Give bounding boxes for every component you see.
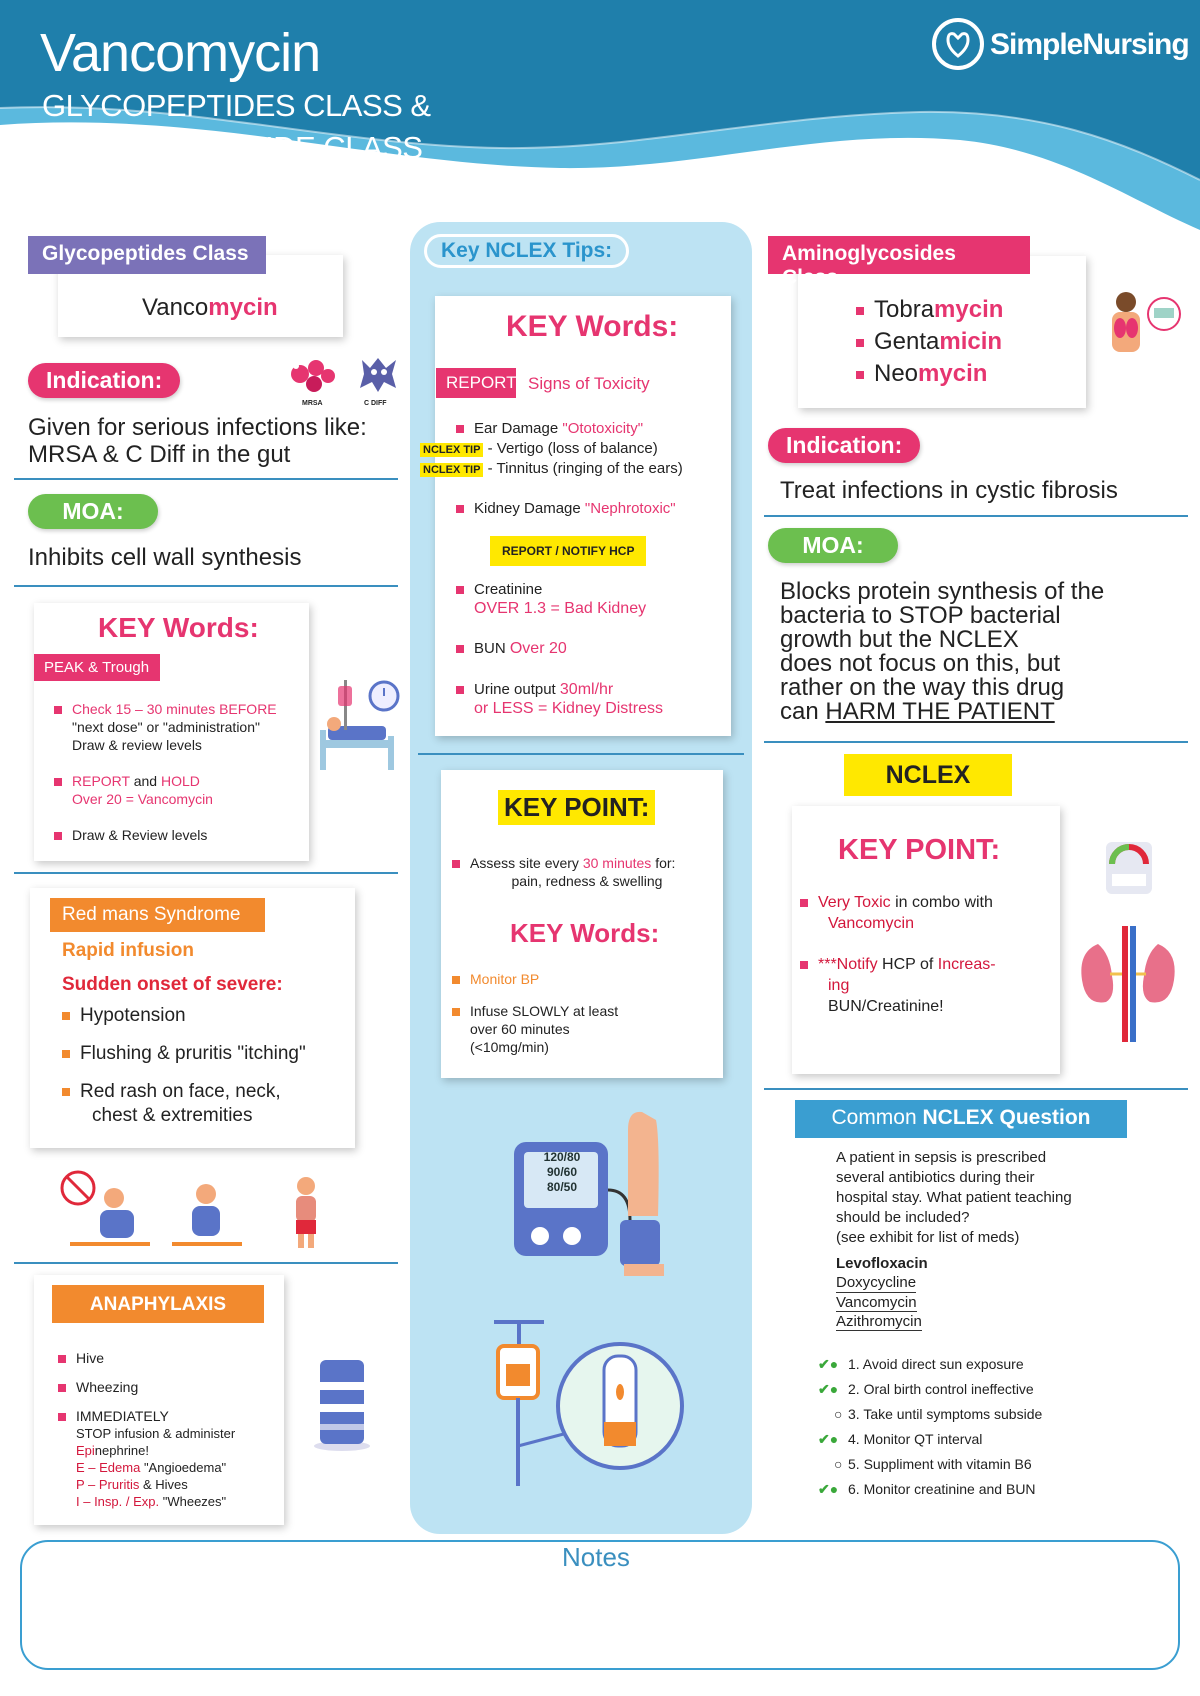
bun-item: BUN Over 20 <box>456 640 567 658</box>
bp-readings: 120/80 90/60 80/50 <box>543 1150 581 1194</box>
nclex-badge: NCLEX <box>844 754 1012 796</box>
rapid-infusion: Rapid infusion <box>62 940 194 961</box>
drug-item: Tobramycin <box>856 294 1003 326</box>
meds-exhibit-list <box>836 1254 928 1331</box>
question-text: A patient in sepsis is prescribed several antibiotics during their hospital stay. What patient teaching should be included? (see exhibit for list of meds) <box>836 1149 1072 1246</box>
mrsa-caption: MRSA <box>302 400 323 407</box>
very-toxic-item: Very Toxic in combo with Vancomycin <box>800 892 1050 934</box>
ana-item: Hive <box>58 1350 278 1367</box>
anaphylaxis-tag: ANAPHYLAXIS <box>52 1285 264 1323</box>
middle-key-point-title: KEY POINT: <box>498 790 655 825</box>
check-icon: ✔● <box>818 1356 839 1372</box>
check-icon: ✔● <box>818 1431 839 1447</box>
right-indication-pill: Indication: <box>768 428 920 463</box>
answer-option-1[interactable]: ✔● 1. Avoid direct sun exposure <box>818 1352 1042 1377</box>
right-key-point-title: KEY POINT: <box>838 834 1001 866</box>
monitor-bp-item: Monitor BP <box>452 970 539 988</box>
key-nclex-tips-label: Key NCLEX Tips: <box>424 234 629 268</box>
right-moa-pill: MOA: <box>768 528 898 563</box>
key-words-title: KEY Words: <box>98 612 259 643</box>
aminoglycosides-class-tag: Aminoglycosides Class <box>768 236 1030 274</box>
kw-item-check: Check 15 – 30 minutes BEFORE <box>54 700 304 718</box>
reaction-people-illustration <box>56 1168 356 1258</box>
stethoscope-heart-icon <box>930 16 986 72</box>
aminoglycoside-drug-list <box>856 294 1003 390</box>
right-indication-text: Treat infections in cystic fibrosis <box>780 477 1118 504</box>
report-tag: REPORT <box>436 368 516 398</box>
vancomycin-label: Vancomycin <box>142 294 278 321</box>
hospital-bed-icon <box>314 680 404 780</box>
infuse-slowly-item: Infuse SLOWLY at least over 60 minutes (<10mg/min) <box>452 1002 618 1056</box>
divider <box>764 1088 1188 1090</box>
anaphylaxis-list: Hive Wheezing IMMEDIATELY STOP infusion & administer Epinephrine! E – Edema "Angioedema" P – Pruritis & Hives I – Insp. / Exp. "Wheezes" <box>58 1350 278 1510</box>
notes-label: Notes <box>562 1542 630 1572</box>
notify-hcp-item: ***Notify HCP of Increas- ing BUN/Creatinine! <box>800 954 1050 1017</box>
empty-circle-icon: ○ <box>834 1456 843 1472</box>
drug-item: Gentamicin <box>856 326 1003 358</box>
red-mans-list: Hypotension Flushing & pruritis "itching" Red rash on face, neck, chest & extremities <box>62 1004 306 1128</box>
empty-circle-icon: ○ <box>834 1406 843 1422</box>
nclex-tip-badge: NCLEX TIP <box>420 463 483 477</box>
bun-meter-icon <box>1104 840 1154 896</box>
kidney-damage-item: Kidney Damage "Nephrotoxic" <box>456 500 676 517</box>
lungs-patient-icon <box>1098 290 1182 360</box>
indication-pill: Indication: <box>28 363 180 398</box>
ear-damage-item: Ear Damage "Ototoxicity" <box>456 420 643 437</box>
answer-options <box>818 1352 1042 1502</box>
med-item: Azithromycin <box>836 1313 922 1330</box>
middle-key-words-title-2: KEY Words: <box>510 918 660 948</box>
answer-option-2[interactable]: ✔● 2. Oral birth control ineffective <box>818 1377 1042 1402</box>
sudden-onset: Sudden onset of severe: <box>62 974 283 995</box>
iv-inhaler-illustration <box>484 1316 694 1486</box>
divider <box>418 753 744 755</box>
divider <box>14 478 398 480</box>
divider <box>14 585 398 587</box>
cdiff-caption: C DIFF <box>364 400 387 407</box>
drug-item: Neomycin <box>856 358 1003 390</box>
med-item: Levofloxacin <box>836 1255 928 1272</box>
page-subtitle-line1: GLYCOPEPTIDES CLASS & <box>42 88 431 123</box>
divider <box>14 872 398 874</box>
page-title: Vancomycin <box>40 23 321 83</box>
answer-option-5[interactable]: ○ 5. Suppliment with vitamin B6 <box>818 1452 1042 1477</box>
glycopeptides-class-tag: Glycopeptides Class <box>28 236 266 274</box>
cdiff-bacteria-icon <box>352 348 404 400</box>
key-words-list: Check 15 – 30 minutes BEFORE "next dose" or "administration" Draw & review levels REPORT and HOLD Over 20 = Vancomycin Draw & Review levels <box>54 700 304 844</box>
report-notify-hcp-badge: REPORT / NOTIFY HCP <box>490 536 646 566</box>
ana-item: Wheezing <box>58 1379 278 1396</box>
divider <box>14 1262 398 1264</box>
medicine-vial-icon <box>312 1352 372 1452</box>
ana-item: IMMEDIATELY <box>58 1408 278 1425</box>
rms-item: Red rash on face, neck, <box>62 1080 306 1104</box>
moa-text: Inhibits cell wall synthesis <box>28 544 302 571</box>
signs-of-toxicity: Signs of Toxicity <box>528 374 650 393</box>
med-item: Doxycycline <box>836 1274 917 1291</box>
kw-item-report: REPORT and HOLD <box>54 772 304 790</box>
indication-text: Given for serious infections like: MRSA & C Diff in the gut <box>28 414 367 468</box>
rms-item: Flushing & pruritis "itching" <box>62 1042 306 1066</box>
peak-trough-tag: PEAK & Trough <box>34 654 160 681</box>
answer-option-3[interactable]: ○ 3. Take until symptoms subside <box>818 1402 1042 1427</box>
answer-option-6[interactable]: ✔● 6. Monitor creatinine and BUN <box>818 1477 1042 1502</box>
common-nclex-question-tag: Common NCLEX Question <box>795 1100 1127 1138</box>
nclex-tip-badge: NCLEX TIP <box>420 443 483 457</box>
middle-key-words-title: KEY Words: <box>506 310 679 343</box>
brand-logo-text: SimpleNursing <box>990 28 1189 61</box>
check-icon: ✔● <box>818 1381 839 1397</box>
tinnitus-item: NCLEX TIP - Tinnitus (ringing of the ears) <box>420 460 683 477</box>
assess-site-item: Assess site every 30 minutes for: pain, redness & swelling <box>452 854 722 890</box>
divider <box>764 741 1188 743</box>
moa-pill: MOA: <box>28 494 158 529</box>
mrsa-bacteria-icon <box>284 354 344 400</box>
right-moa-text: Blocks protein synthesis of the bacteria to STOP bacterial growth but the NCLEX does not focus on this, but rather on the way this drug can HARM THE PATIENT <box>780 578 1105 725</box>
page-subtitle-line2: AMINOGLYCOSIDE CLASS <box>42 130 423 165</box>
red-mans-tag: Red mans Syndrome <box>50 898 265 932</box>
rms-item: Hypotension <box>62 1004 306 1028</box>
creatinine-item: Creatinine OVER 1.3 = Bad Kidney <box>456 580 646 618</box>
med-item: Vancomycin <box>836 1294 917 1311</box>
kw-item-draw: Draw & Review levels <box>54 826 304 844</box>
urine-output-item: Urine output 30ml/hr or LESS = Kidney Distress <box>456 680 663 718</box>
check-icon: ✔● <box>818 1481 839 1497</box>
vertigo-item: NCLEX TIP - Vertigo (loss of balance) <box>420 440 658 457</box>
divider <box>764 515 1188 517</box>
kidneys-icon <box>1076 924 1180 1044</box>
answer-option-4[interactable]: ✔● 4. Monitor QT interval <box>818 1427 1042 1452</box>
